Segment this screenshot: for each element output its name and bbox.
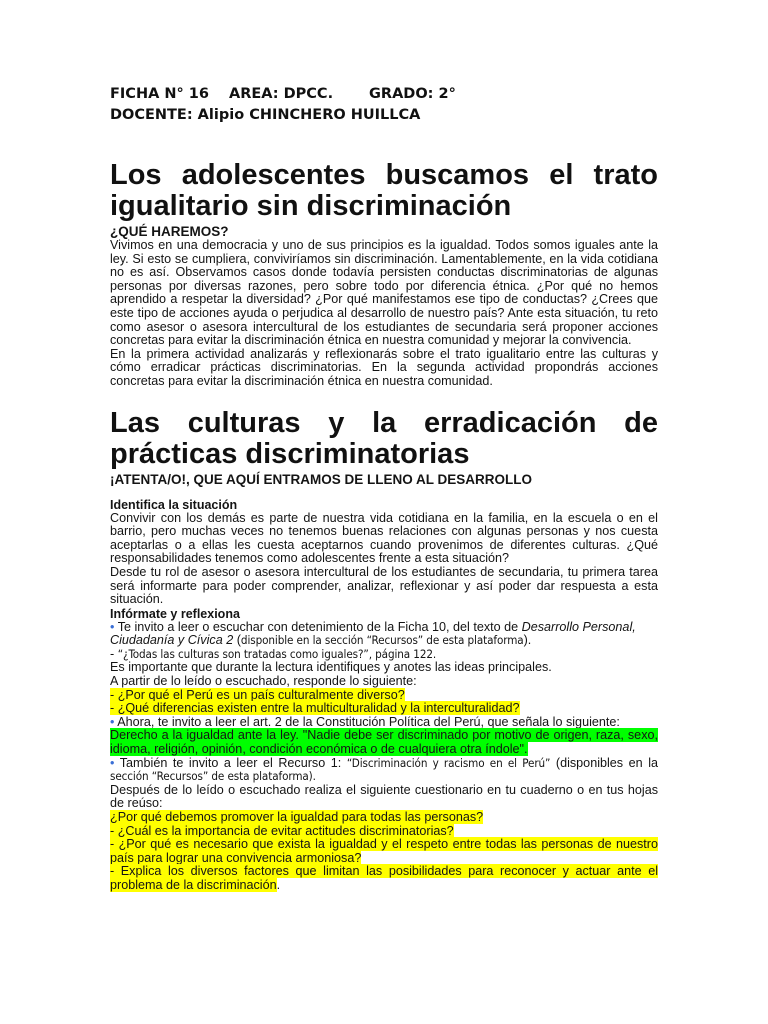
heading-informate: Infórmate y reflexiona	[110, 606, 240, 621]
importante-line: Es importante que durante la lectura identifiques y anotes las ideas principales.	[110, 660, 552, 675]
bullet-icon: •	[110, 619, 115, 634]
situacion-paragraph-1: Convivir con los demás es parte de nuestra vida cotidiana en la familia, en la escuela o en el barrio, pero muchas veces no tenemos buenas relaciones con algunas personas y nos cuesta aceptarlas o a ellas les cuesta aceptarnos cuando provenimos de diferentes culturas. ¿Qué responsabilidades tenemos como adolescentes frente a esta situación?	[110, 510, 658, 566]
ficha-number: FICHA N° 16	[110, 86, 209, 102]
question-2: - ¿Qué diferencias existen entre la multiculturalidad y la interculturalidad?	[110, 701, 520, 716]
section2-title: Las culturas y la erradicación de prácticas discriminatorias	[110, 406, 658, 470]
partir-line: A partir de lo leído o escuchado, responde lo siguiente:	[110, 674, 417, 689]
heading-identifica: Identifica la situación	[110, 497, 238, 512]
situacion-paragraph-2: Desde tu rol de asesor o asesora intercultural de los estudiantes de secundaria, tu primera tarea será informarte para poder comprender, analizar, reflexionar y así poder dar respuesta a esta situación.	[110, 564, 658, 607]
bullet-constitucion: • Ahora, te invito a leer el art. 2 de la Constitución Política del Perú, que señala lo siguiente:	[110, 714, 620, 729]
section1-subtitle: ¿QUÉ HAREMOS?	[110, 224, 229, 239]
cuestionario-2: - ¿Cuál es la importancia de evitar actitudes discriminatorias?	[110, 823, 454, 838]
despues-paragraph: Después de lo leído o escuchado realiza el siguiente cuestionario en tu cuaderno o en tus hojas de reúso:	[110, 782, 658, 811]
book-title: Desarrollo Personal, Ciudadanía y Cívica 2	[110, 619, 636, 648]
bullet-icon: •	[110, 714, 115, 729]
reading-reference: - “¿Todas las culturas son tratadas como iguales?”, página 122.	[110, 646, 437, 661]
document-page	[110, 84, 658, 893]
section1-title: Los adolescentes buscamos el trato igualitario sin discriminación	[110, 159, 658, 222]
grado-label: GRADO: 2°	[369, 86, 456, 102]
area-label: AREA: DPCC.	[229, 86, 334, 102]
bullet-icon: •	[110, 755, 115, 770]
bullet-recurso-1: • También te invito a leer el Recurso 1: “Discriminación y racismo en el Perú” (disponibles en la sección “Recursos” de esta plataforma).	[110, 755, 658, 784]
cuestionario-1: ¿Por qué debemos promover la igualdad para todas las personas?	[110, 810, 484, 824]
derecho-quote: Derecho a la igualdad ante la ley. "Nadie debe ser discriminado por motivo de origen, raza, sexo, idioma, religión, opinión, condición económica o de cualquiera otra índole".	[110, 728, 658, 757]
question-1: - ¿Por qué el Perú es un país culturalmente diverso?	[110, 687, 405, 702]
header-line-1	[110, 84, 658, 105]
docente-label: DOCENTE: Alipio CHINCHERO HUILLCA	[110, 107, 421, 123]
intro-paragraph-1: Vivimos en una democracia y uno de sus principios es la igualdad. Todos somos iguales ante la ley. Si esto se cumpliera, conviviríamos sin discriminación. Lamentablemente, en la vida cotidiana no es así. Observamos casos donde todavía persisten conductas discriminatorias de algunas personas por diversas razones, pero sobre todo por diferencia étnica. ¿Por qué no hemos aprendido a respetar la diversidad? ¿Por qué manifestamos ese tipo de conductas? ¿Crees que este tipo de acciones ayuda o perjudica al desarrollo de nuestro país? Ante esta situación, tu reto como asesor o asesora intercultural de los estudiantes de secundaria será proponer acciones concretas para evitar la discriminación étnica en nuestra comunidad y mejorar la convivencia.	[110, 238, 658, 348]
intro-paragraph-2: En la primera actividad analizarás y reflexionarás sobre el trato igualitario entre las culturas y cómo erradicar prácticas discriminatorias. En la segunda actividad propondrás acciones concretas para evitar la discriminación étnica en nuestra comunidad.	[110, 346, 658, 388]
bullet-ficha-10: • Te invito a leer o escuchar con detenimiento de la Ficha 10, del texto de Desarrollo Personal, Ciudadanía y Cívica 2 (disponible en la sección “Recursos” de esta plataforma).	[110, 619, 636, 648]
cuestionario-3: - ¿Por qué es necesario que exista la igualdad y el respeto entre todas las personas de nuestro país para lograr una convivencia armoniosa?	[110, 837, 658, 865]
section2-subtitle: ¡ATENTA/O!, QUE AQUÍ ENTRAMOS DE LLENO AL DESARROLLO	[110, 471, 532, 487]
cuestionario-4: - Explica los diversos factores que limitan las posibilidades para reconocer y actuar ante el problema de la discriminación.	[110, 864, 658, 892]
